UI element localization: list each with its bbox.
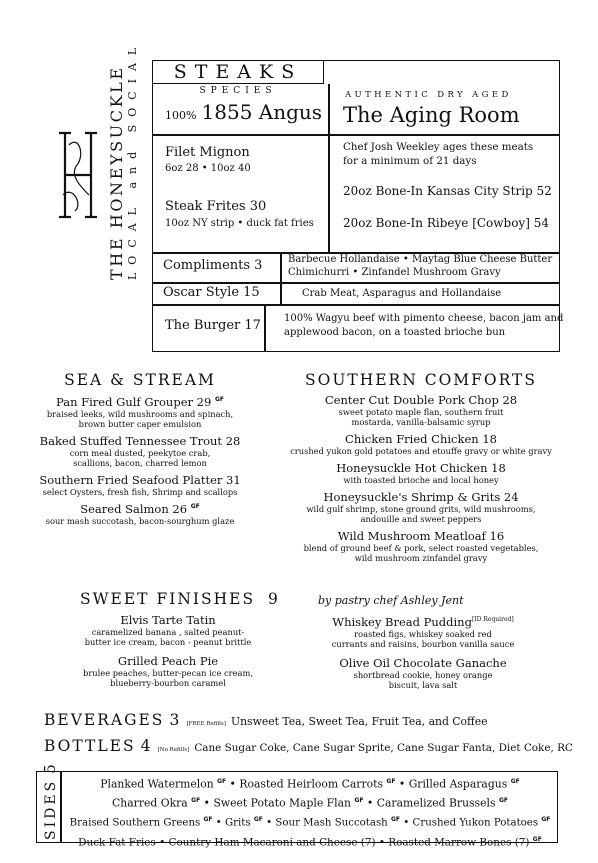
sea-item-desc: corn meal dusted, peekytoe crab, — [69, 447, 211, 458]
side-item: Caramelized Brussels — [376, 796, 496, 810]
side-item: Planked Watermelon — [100, 777, 214, 791]
gf-badge: GF — [541, 816, 551, 824]
sweet-title: SWEET FINISHES — [80, 590, 256, 608]
filet-mignon-detail: 6oz 28 • 10oz 40 — [165, 163, 251, 174]
bottles-price: 4 — [140, 737, 151, 755]
sea-item-desc: sour mash succotash, bacon-sourghum glaze — [45, 515, 235, 526]
oscar-top-line — [152, 282, 560, 284]
gf-badge: GF — [191, 797, 201, 805]
bottles-list: Cane Sugar Coke, Cane Sugar Sprite, Cane Sugar Fanta, Diet Coke, RC — [194, 742, 573, 754]
gf-badge: GF — [214, 396, 224, 403]
southern-item-desc: wild gulf shrimp, stone ground grits, wild mushrooms, — [306, 504, 536, 514]
sides-row: Braised Southern Greens $^{GF}$ • Grits $^{GF}$ • Sour Mash Succotash $^{GF}$ • Crushed Yukon Potatoes $^{GF}$ — [69, 816, 551, 829]
steak-frites — [165, 199, 314, 229]
dessert-item-desc: butter ice cream, bacon - peanut brittle — [84, 637, 252, 647]
gf-badge: GF — [203, 816, 213, 824]
compliments-line1: Barbecue Hollandaise • Maytag Blue Cheese Butter — [288, 254, 553, 265]
gf-badge: GF — [354, 797, 364, 805]
southern-title: SOUTHERN COMFORTS — [305, 371, 537, 389]
sea-title: SEA & STREAM — [64, 371, 216, 389]
burger-name: The Burger 17 — [165, 318, 261, 333]
beverages-note: [FREE Refills] — [186, 721, 226, 727]
dessert-item-desc: currants and raisins, bourbon vanilla sauce — [331, 638, 515, 649]
steaks-title: STEAKS — [173, 61, 303, 83]
species-label: SPECIES — [199, 86, 277, 96]
filet-mignon-name: Filet Mignon — [165, 145, 250, 160]
bottles-row — [44, 736, 573, 755]
burger-desc — [284, 312, 563, 340]
dessert-item — [58, 654, 278, 688]
dessert-item-name: Grilled Peach Pie — [117, 654, 219, 668]
sides-title: SIDES — [43, 778, 59, 840]
side-item: Sour Mash Succotash — [275, 817, 388, 829]
southern-item-desc: crushed yukon gold potatoes and etouffe gravy or white gravy — [290, 446, 552, 456]
gf-badge: GF — [391, 816, 401, 824]
aging-desc — [343, 140, 533, 168]
oscar-desc: Crab Meat, Asparagus and Hollandaise — [302, 288, 502, 299]
sea-item-name: Seared Salmon 26 — [80, 501, 188, 516]
gf-badge: GF — [253, 816, 263, 824]
southern-item — [288, 490, 554, 524]
beverages-row — [44, 710, 488, 729]
southern-item-name: Honeysuckle Hot Chicken 18 — [336, 461, 506, 475]
side-item: Braised Southern Greens — [69, 817, 201, 829]
southern-item-name: Wild Mushroom Meatloaf 16 — [337, 529, 505, 543]
sweet-title-row — [80, 590, 280, 608]
sweet-left-list — [58, 613, 278, 688]
sea-list — [30, 393, 250, 526]
steak-frites-name: Steak Frites 30 — [165, 199, 267, 214]
dessert-item-desc: blueberry-bourbon caramel — [110, 678, 226, 688]
compliments-line2: Chimichurri • Zinfandel Mushroom Gravy — [288, 267, 501, 278]
dessert-item — [58, 613, 278, 647]
sea-item — [30, 500, 250, 526]
aging-desc-line1: Chef Josh Weekley ages these meats — [343, 141, 534, 153]
dessert-item-name: Whiskey Bread Pudding — [332, 614, 472, 629]
beverages-price: 3 — [169, 711, 180, 729]
oscar-name: Oscar Style 15 — [163, 285, 260, 300]
bottles-title: BOTTLES — [44, 737, 136, 755]
burger-line1: 100% Wagyu beef with pimento cheese, bacon jam and — [284, 313, 564, 324]
aging-item-strip: 20oz Bone-In Kansas City Strip 52 — [343, 184, 552, 198]
southern-item-desc: blend of ground beef & pork, select roasted vegetables, — [303, 543, 539, 553]
aging-hdivider — [328, 134, 560, 136]
aging-item-ribeye: 20oz Bone-In Ribeye [Cowboy] 54 — [343, 216, 550, 230]
southern-item-desc: andouille and sweet peppers — [360, 514, 482, 524]
aging-kicker: AUTHENTIC DRY AGED — [345, 90, 512, 100]
side-item: Crushed Yukon Potatoes — [412, 817, 539, 829]
brand-line2: LOCAL and SOCIAL — [126, 39, 139, 280]
dessert-item-desc: roasted figs, whiskey soaked red — [354, 628, 492, 639]
burger-line2: applewood bacon, on a toasted brioche bun — [284, 327, 506, 338]
southern-list — [288, 393, 554, 563]
side-item: Country Ham Macaroni and Cheese (7) — [168, 836, 376, 849]
southern-item-name: Honeysuckle's Shrimp & Grits 24 — [323, 490, 519, 504]
side-item: Roasted Heirloom Carrots — [239, 777, 383, 791]
side-item: Sweet Potato Maple Flan — [213, 796, 352, 810]
sweet-byline: by pastry chef Ashley Jent — [318, 594, 464, 607]
sea-item-name: Pan Fired Gulf Grouper 29 — [56, 394, 212, 409]
southern-item — [288, 393, 554, 427]
sea-item — [30, 473, 250, 497]
sea-item — [30, 434, 250, 468]
id-required-note: [ID Required] — [471, 616, 514, 623]
oscar-vdivider — [280, 282, 282, 304]
compliments-vdivider — [280, 252, 282, 282]
side-item: Duck Fat Fries — [78, 836, 156, 849]
aging-title: The Aging Room — [343, 103, 520, 127]
sides-row: Charred Okra $^{GF}$ • Sweet Potato Maple Flan $^{GF}$ • Caramelized Brussels $^{GF}$ — [112, 796, 508, 810]
sea-item — [30, 393, 250, 429]
angus-prefix: 100% — [165, 109, 197, 122]
southern-item-name: Center Cut Double Pork Chop 28 — [324, 393, 518, 407]
bottles-note: [No Refills] — [157, 747, 190, 753]
southern-item-desc: with toasted brioche and local honey — [343, 475, 499, 485]
dessert-item-desc: brulee peaches, butter-pecan ice cream, — [83, 668, 253, 678]
sides-row: Planked Watermelon $^{GF}$ • Roasted Heirloom Carrots $^{GF}$ • Grilled Asparagus $^{GF}$ — [100, 777, 520, 791]
side-item: Grilled Asparagus — [408, 777, 508, 791]
sea-item-desc: brown butter caper emulsion — [78, 418, 202, 429]
side-item: Roasted Marrow Bones (7) — [388, 836, 530, 849]
brand-logo — [55, 125, 103, 225]
southern-item — [288, 529, 554, 563]
southern-item — [288, 432, 554, 456]
dessert-item-name: Olive Oil Chocolate Ganache — [339, 655, 507, 670]
dessert-item-desc: biscuit, lava salt — [388, 679, 458, 690]
southern-item-desc: sweet potato maple flan, southern fruit — [338, 407, 504, 417]
sides-vertical-label — [40, 764, 60, 840]
sea-item-desc: braised leeks, wild mushrooms and spinach, — [46, 408, 234, 419]
sea-item-desc: scallions, bacon, charred lemon — [73, 457, 207, 468]
dessert-item — [318, 656, 528, 690]
sweet-price: 9 — [268, 590, 280, 608]
steaks-hdivider — [152, 134, 328, 136]
aging-desc-line2: for a minimum of 21 days — [343, 155, 477, 167]
sides-price: 5 — [41, 764, 59, 774]
angus-title: 1855 Angus — [201, 100, 323, 124]
gf-badge: GF — [190, 502, 200, 510]
sides-list — [62, 774, 558, 851]
dessert-item — [318, 613, 528, 649]
steak-frites-detail: 10oz NY strip • duck fat fries — [165, 218, 314, 229]
sea-item-desc: select Oysters, fresh fish, Shrimp and scallops — [42, 486, 238, 497]
steaks-vdivider — [328, 84, 330, 252]
gf-badge: GF — [532, 836, 542, 844]
southern-item-name: Chicken Fried Chicken 18 — [345, 432, 497, 446]
honeysuckle-monogram-icon — [55, 125, 103, 225]
sweet-right-list — [318, 613, 528, 690]
side-item: Grits — [225, 817, 251, 829]
burger-top-line — [152, 304, 560, 306]
dessert-item-desc: caramelized banana , salted peanut- — [91, 627, 245, 637]
angus-heading — [165, 100, 322, 124]
brand-name-vertical — [107, 39, 142, 280]
gf-badge: GF — [217, 778, 227, 785]
brand-line1: THE HONEYSUCKLE — [107, 65, 126, 280]
gf-badge: GF — [386, 778, 396, 785]
burger-vdivider — [264, 304, 266, 352]
sea-item-name: Baked Stuffed Tennessee Trout 28 — [39, 433, 241, 448]
side-item: Charred Okra — [112, 796, 188, 810]
dessert-item-name: Elvis Tarte Tatin — [120, 613, 216, 627]
southern-item-desc: mostarda, vanilla-balsamic syrup — [351, 417, 491, 427]
southern-item — [288, 461, 554, 485]
beverages-list: Unsweet Tea, Sweet Tea, Fruit Tea, and Coffee — [231, 715, 488, 728]
beverages-title: BEVERAGES — [44, 711, 165, 729]
gf-badge: GF — [510, 778, 520, 785]
compliments-name: Compliments 3 — [163, 258, 263, 273]
southern-item-desc: wild mushroom zinfandel gravy — [354, 553, 488, 563]
filet-mignon — [165, 145, 251, 174]
sides-row: Duck Fat Fries • Country Ham Macaroni and Cheese (7) • Roasted Marrow Bones (7) $^{GF}$ — [78, 836, 542, 849]
gf-badge: GF — [498, 797, 508, 805]
dessert-item-desc: shortbread cookie, honey orange — [353, 669, 493, 680]
compliments-list — [288, 253, 552, 279]
sea-item-name: Southern Fried Seafood Platter 31 — [39, 472, 241, 487]
